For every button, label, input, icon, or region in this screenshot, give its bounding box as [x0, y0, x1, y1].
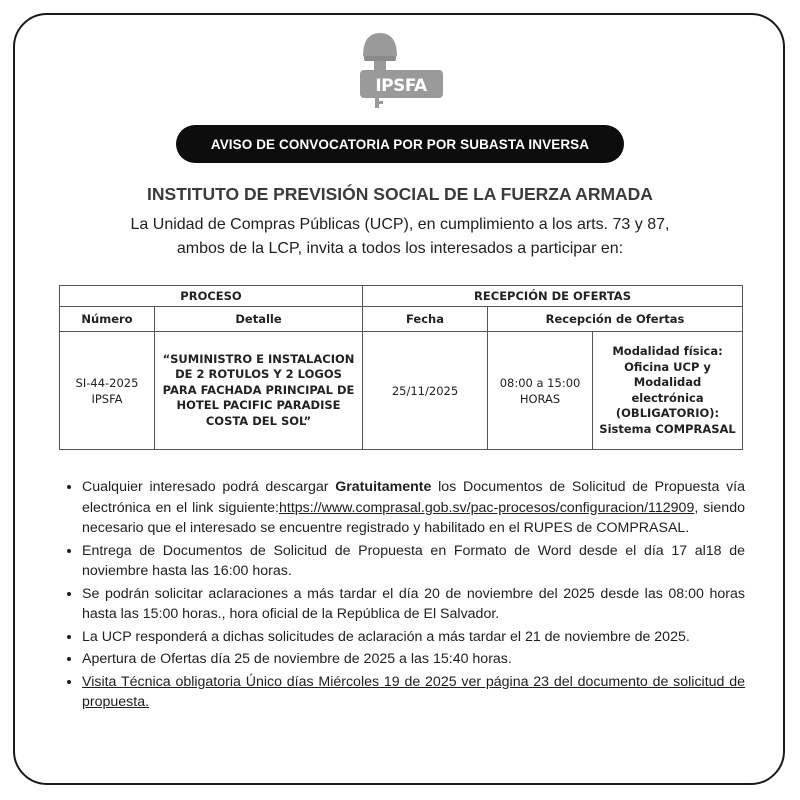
header-proceso: PROCESO [60, 286, 363, 307]
cell-modalidad: Modalidad física: Oficina UCP y Modalidad electrónica (OBLIGATORIO): Sistema COMPRASAL [593, 332, 743, 450]
svg-text:IPSFA: IPSFA [375, 76, 427, 96]
cell-detalle: “SUMINISTRO E INSTALACION DE 2 ROTULOS Y 2 LOGOS PARA FACHADA PRINCIPAL DE HOTEL PACIFIC PARADISE COSTA DEL SOL” [155, 332, 363, 450]
note-ucp-response: • La UCP responderá a dichas solicitudes de aclaración a más tardar el 21 de noviembre de 2025. [82, 627, 745, 648]
cell-fecha: 25/11/2025 [363, 332, 488, 450]
table-row [60, 332, 743, 450]
note-bold-free: Gratuitamente [335, 479, 432, 495]
col-numero: Número [60, 307, 155, 332]
col-recepcion: Recepción de Ofertas [488, 307, 743, 332]
note-technical-visit: • Visita Técnica obligatoria Único días Miércoles 19 de 2025 ver página 23 del documento de solicitud de propuesta. [82, 672, 745, 713]
institution-title: INSTITUTO DE PREVISIÓN SOCIAL DE LA FUERZA ARMADA [147, 184, 653, 204]
note-clarifications: • Se podrán solicitar aclaraciones a más tardar el día 20 de noviembre del 2025 desde las 08:00 horas hasta las 15:00 horas., hora oficial de la República de El Salvador. [82, 584, 745, 625]
notes-list [40, 477, 745, 715]
note-download: • Cualquier interesado podrá descargar Gratuitamente los Documentos de Solicitud de Propuesta vía electrónica en el link siguiente:https://www.comprasal.gob.sv/pac-procesos/configuracion/112909, siendo necesario que el interesado se encuentre registrado y habilitado en el RUPES de COMPRASAL. [82, 477, 745, 539]
header-recepcion: RECEPCIÓN DE OFERTAS [363, 286, 743, 307]
helmet-icon [363, 33, 397, 59]
comprasal-link[interactable]: https://www.comprasal.gob.sv/pac-procesos/configuracion/112909 [279, 499, 695, 516]
col-fecha: Fecha [363, 307, 488, 332]
cell-numero: SI-44-2025 IPSFA [60, 332, 155, 450]
note-opening: • Apertura de Ofertas día 25 de noviembre de 2025 a las 15:40 horas. [82, 649, 745, 670]
ipsfa-logo [357, 30, 443, 114]
intro-text: La Unidad de Compras Públicas (UCP), en cumplimiento a los arts. 73 y 87, ambos de la LCP, invita a todos los interesados a participar en: [130, 216, 670, 257]
note-word-documents: • Entrega de Documentos de Solicitud de Propuesta en Formato de Word desde el día 17 al18 de noviembre hasta las 16:00 horas. [82, 541, 745, 582]
notice-banner: AVISO DE CONVOCATORIA POR POR SUBASTA INVERSA [176, 125, 624, 163]
cell-horario: 08:00 a 15:00 HORAS [488, 332, 593, 450]
key-icon [375, 98, 383, 108]
table-column-header [60, 307, 743, 332]
process-table [59, 285, 743, 450]
col-detalle: Detalle [155, 307, 363, 332]
table-group-header [60, 286, 743, 307]
